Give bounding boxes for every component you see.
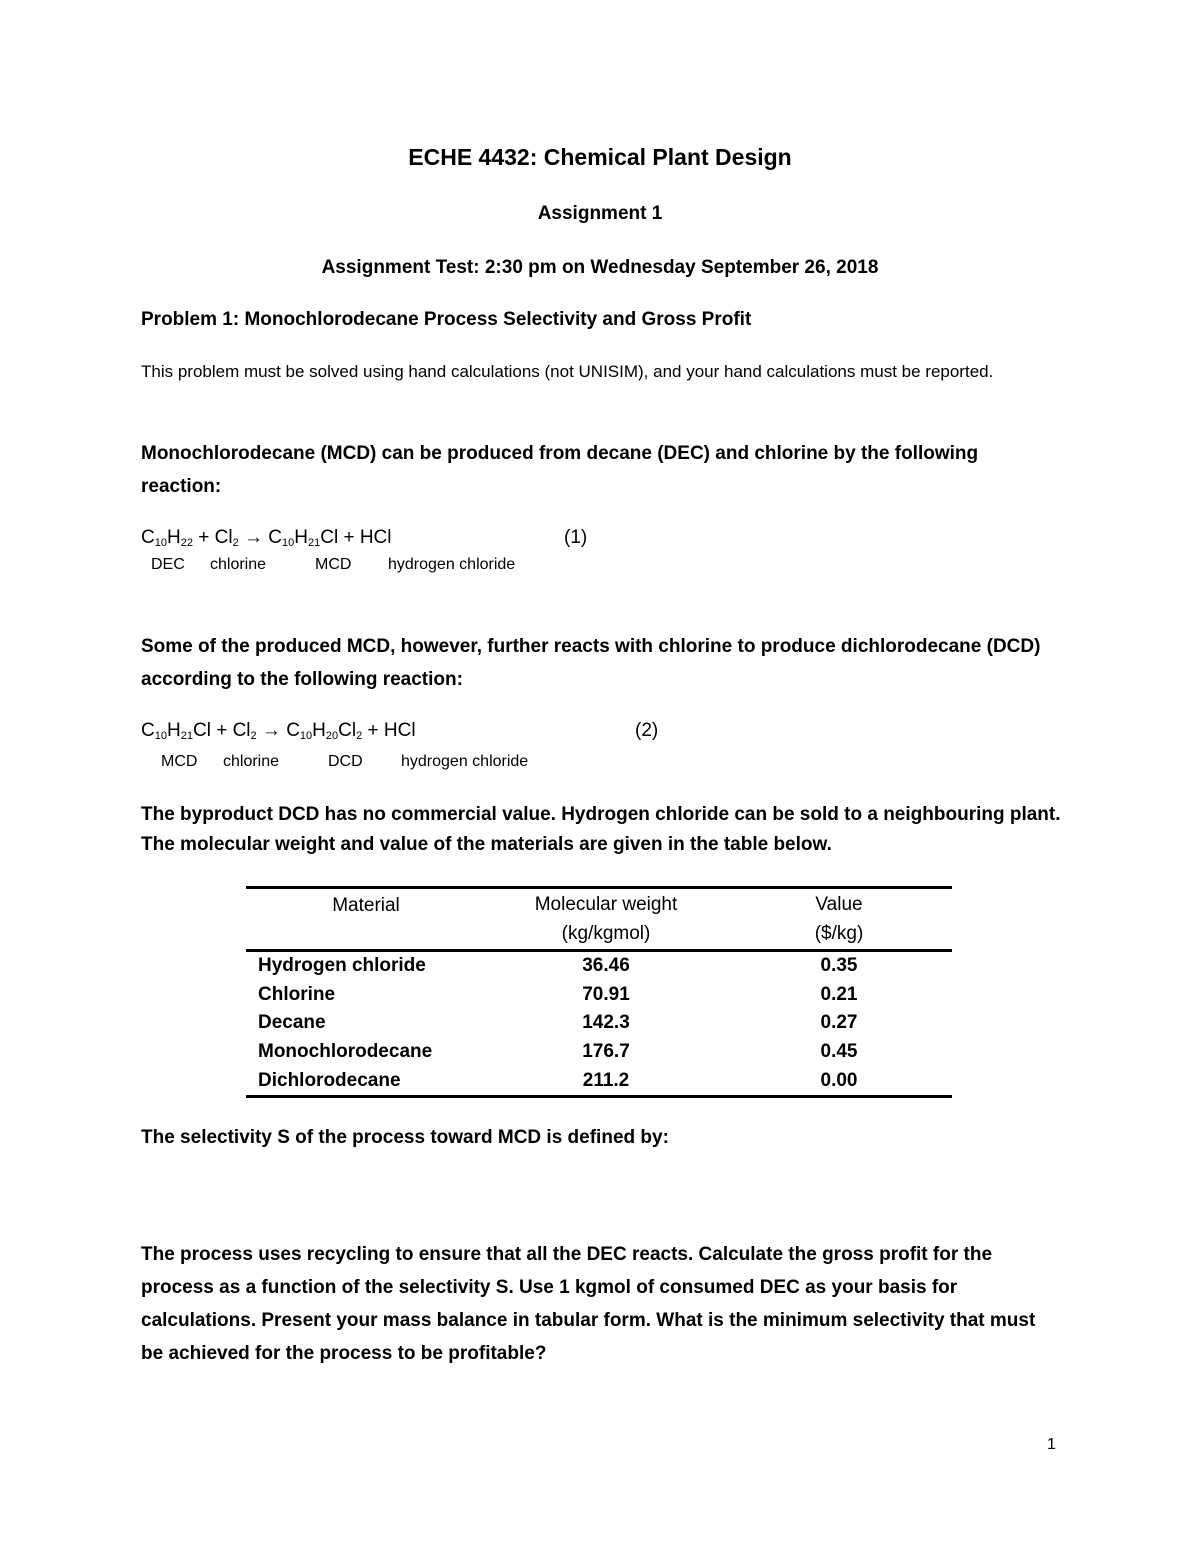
material-cell: Dichlorodecane	[258, 1069, 401, 1091]
header-material-label: Material	[332, 895, 400, 916]
value-cell: 0.45	[820, 1041, 858, 1063]
material-cell: Hydrogen chloride	[258, 955, 426, 977]
reaction-1-label-chlorine: chlorine	[210, 556, 267, 573]
table-row	[246, 1066, 952, 1096]
table-row	[246, 981, 952, 1010]
page-number: 1	[1047, 1436, 1056, 1453]
table-row	[246, 951, 952, 981]
selectivity-definition: The selectivity S of the process toward MCD is defined by:	[141, 1127, 669, 1148]
reaction-2-equation: $C_{10}H_{21}Cl + Cl_2 \to C_{10}H_{20}Cl_2$ + HCl	[141, 720, 416, 742]
table-header-row	[246, 888, 952, 951]
byproduct-paragraph: The byproduct DCD has no commercial value. Hydrogen chloride can be sold to a neighbouring plant. The molecular weight and value of the materials are given in the table below.	[141, 804, 1061, 855]
intro-paragraph: Monochlorodecane (MCD) can be produced from decane (DEC) and chlorine by the following reaction:	[141, 443, 979, 497]
material-cell: Chlorine	[258, 983, 336, 1005]
header-mw-line1: Molecular weight	[534, 894, 678, 915]
material-cell: Decane	[258, 1012, 326, 1034]
header-value-line1: Value	[815, 894, 863, 915]
mw-cell: 211.2	[582, 1069, 630, 1091]
value-cell: 0.21	[820, 983, 858, 1005]
header-molecular-weight	[486, 888, 726, 951]
header-mw-line2: (kg/kgmol)	[561, 923, 651, 944]
problem-note: This problem must be solved using hand calculations (not UNISIM), and your hand calculations must be reported.	[141, 362, 994, 381]
materials-table	[246, 886, 952, 1098]
value-cell: 0.00	[820, 1069, 858, 1091]
reaction-2-label-chlorine: chlorine	[223, 753, 280, 770]
reaction-2-label-dcd: DCD	[328, 753, 363, 770]
side-reaction-paragraph: Some of the produced MCD, however, further reacts with chlorine to produce dichlorodecane (DCD) according to the following reaction:	[141, 636, 1041, 690]
task-paragraph: The process uses recycling to ensure that all the DEC reacts. Calculate the gross profit for the process as a function of the selectivity S. Use 1 kgmol of consumed DEC as your basis for calculations. Present your mass balance in tabular form. What is the minimum selectivity that must be achieved for the process to be profitable?	[141, 1244, 1036, 1364]
problem-heading: Problem 1: Monochlorodecane Process Selectivity and Gross Profit	[141, 309, 752, 330]
mw-cell: 70.91	[582, 983, 630, 1005]
mw-cell: 176.7	[582, 1041, 630, 1063]
header-material	[246, 888, 486, 951]
table-row	[246, 1009, 952, 1038]
assignment-label: Assignment 1	[537, 203, 663, 224]
material-cell: Monochlorodecane	[258, 1041, 433, 1063]
value-cell: 0.27	[820, 1012, 858, 1034]
reaction-2-number: (2)	[635, 720, 659, 741]
table-row	[246, 1038, 952, 1067]
header-value-line2: ($/kg)	[814, 923, 864, 944]
reaction-1-label-dec: DEC	[151, 556, 185, 573]
header-value	[726, 888, 952, 951]
test-date: Assignment Test: 2:30 pm on Wednesday September 26, 2018	[321, 257, 879, 278]
reaction-1-equation: $C_{10}H_{22} + Cl_2 \to C_{10}H_{21}Cl$ + HCl	[141, 527, 392, 549]
reaction-2-label-hcl: hydrogen chloride	[401, 753, 529, 770]
reaction-1-label-hcl: hydrogen chloride	[388, 556, 516, 573]
value-cell: 0.35	[820, 955, 858, 977]
reaction-1-number: (1)	[564, 527, 588, 548]
mw-cell: 142.3	[582, 1012, 630, 1034]
mw-cell: 36.46	[582, 955, 630, 977]
reaction-2-label-mcd: MCD	[161, 753, 198, 770]
reaction-1-label-mcd: MCD	[315, 556, 352, 573]
course-title: ECHE 4432: Chemical Plant Design	[408, 144, 792, 170]
